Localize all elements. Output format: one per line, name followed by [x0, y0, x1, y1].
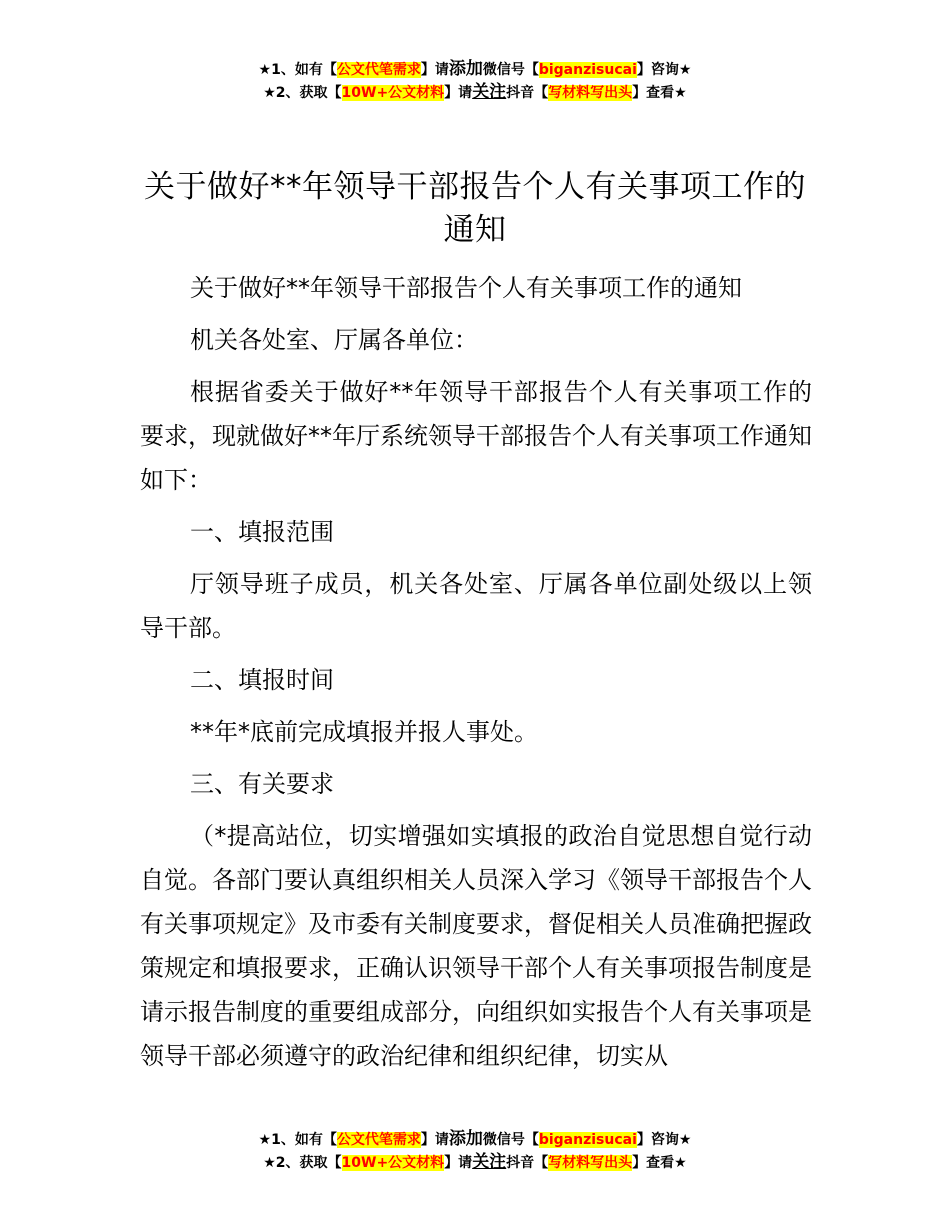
- banner-text: 】查看★: [632, 85, 687, 101]
- douyin-id: 写材料写出头: [548, 85, 633, 101]
- wechat-id: biganzisucai: [538, 1132, 637, 1148]
- highlight-text: 10W+公文材料: [341, 1155, 445, 1171]
- body-paragraph: **年*底前完成填报并报人事处。: [190, 718, 538, 746]
- banner-text: ★2、获取【: [263, 1155, 342, 1171]
- banner-line-1: [0, 58, 950, 81]
- banner-text: 微信号【: [482, 62, 539, 78]
- section-heading: 一、填报范围: [190, 518, 334, 546]
- section-heading: 三、有关要求: [190, 770, 334, 798]
- document-title: 关于做好**年领导干部报告个人有关事项工作的通知: [144, 169, 806, 248]
- body-paragraph: 根据省委关于做好**年领导干部报告个人有关事项工作的要求，现就做好**年厅系统领导干部报告个人有关事项工作通知如下：: [140, 378, 812, 494]
- banner-text: 】请: [420, 62, 449, 78]
- document-body: [140, 266, 812, 1086]
- banner-text: 】请: [444, 85, 473, 101]
- banner-text: ★2、获取【: [263, 85, 342, 101]
- banner-text: 抖音【: [506, 1155, 549, 1171]
- body-paragraph: 厅领导班子成员，机关各处室、厅属各单位副处级以上领导干部。: [140, 570, 812, 642]
- banner-text: 】咨询★: [636, 1132, 692, 1148]
- banner-line-1: [0, 1128, 950, 1151]
- emphasis-text: 添加: [448, 1129, 483, 1149]
- body-paragraph: 关于做好**年领导干部报告个人有关事项工作的通知: [190, 274, 742, 302]
- banner-text: ★1、如有【: [258, 1132, 337, 1148]
- footer-banner: [0, 1128, 950, 1174]
- banner-text: 】请: [444, 1155, 473, 1171]
- highlight-text: 公文代笔需求: [336, 62, 421, 78]
- banner-text: 微信号【: [482, 1132, 539, 1148]
- salutation: 机关各处室、厅属各单位：: [190, 326, 478, 354]
- banner-line-2: [0, 81, 950, 104]
- banner-line-2: [0, 1151, 950, 1174]
- banner-text: 】查看★: [632, 1155, 687, 1171]
- banner-text: 抖音【: [506, 85, 549, 101]
- douyin-id: 写材料写出头: [548, 1155, 633, 1171]
- emphasis-text: 关注: [472, 82, 507, 102]
- banner-text: 】请: [420, 1132, 449, 1148]
- wechat-id: biganzisucai: [538, 62, 637, 78]
- header-banner: [0, 58, 950, 104]
- highlight-text: 10W+公文材料: [341, 85, 445, 101]
- emphasis-text: 添加: [448, 59, 483, 79]
- body-paragraph: （*提高站位，切实增强如实填报的政治自觉思想自觉行动自觉。各部门要认真组织相关人员深入学习《领导干部报告个人有关事项规定》及市委有关制度要求，督促相关人员准确把握政策规定和填报要求，正确认识领导干部个人有关事项报告制度是请示报告制度的重要组成部分，向组织如实报告个人有关事项是领导干部必须遵守的政治纪律和组织纪律，切实从: [140, 822, 812, 1070]
- emphasis-text: 关注: [472, 1152, 507, 1172]
- highlight-text: 公文代笔需求: [336, 1132, 421, 1148]
- banner-text: 】咨询★: [636, 62, 692, 78]
- section-heading: 二、填报时间: [190, 666, 334, 694]
- banner-text: ★1、如有【: [258, 62, 337, 78]
